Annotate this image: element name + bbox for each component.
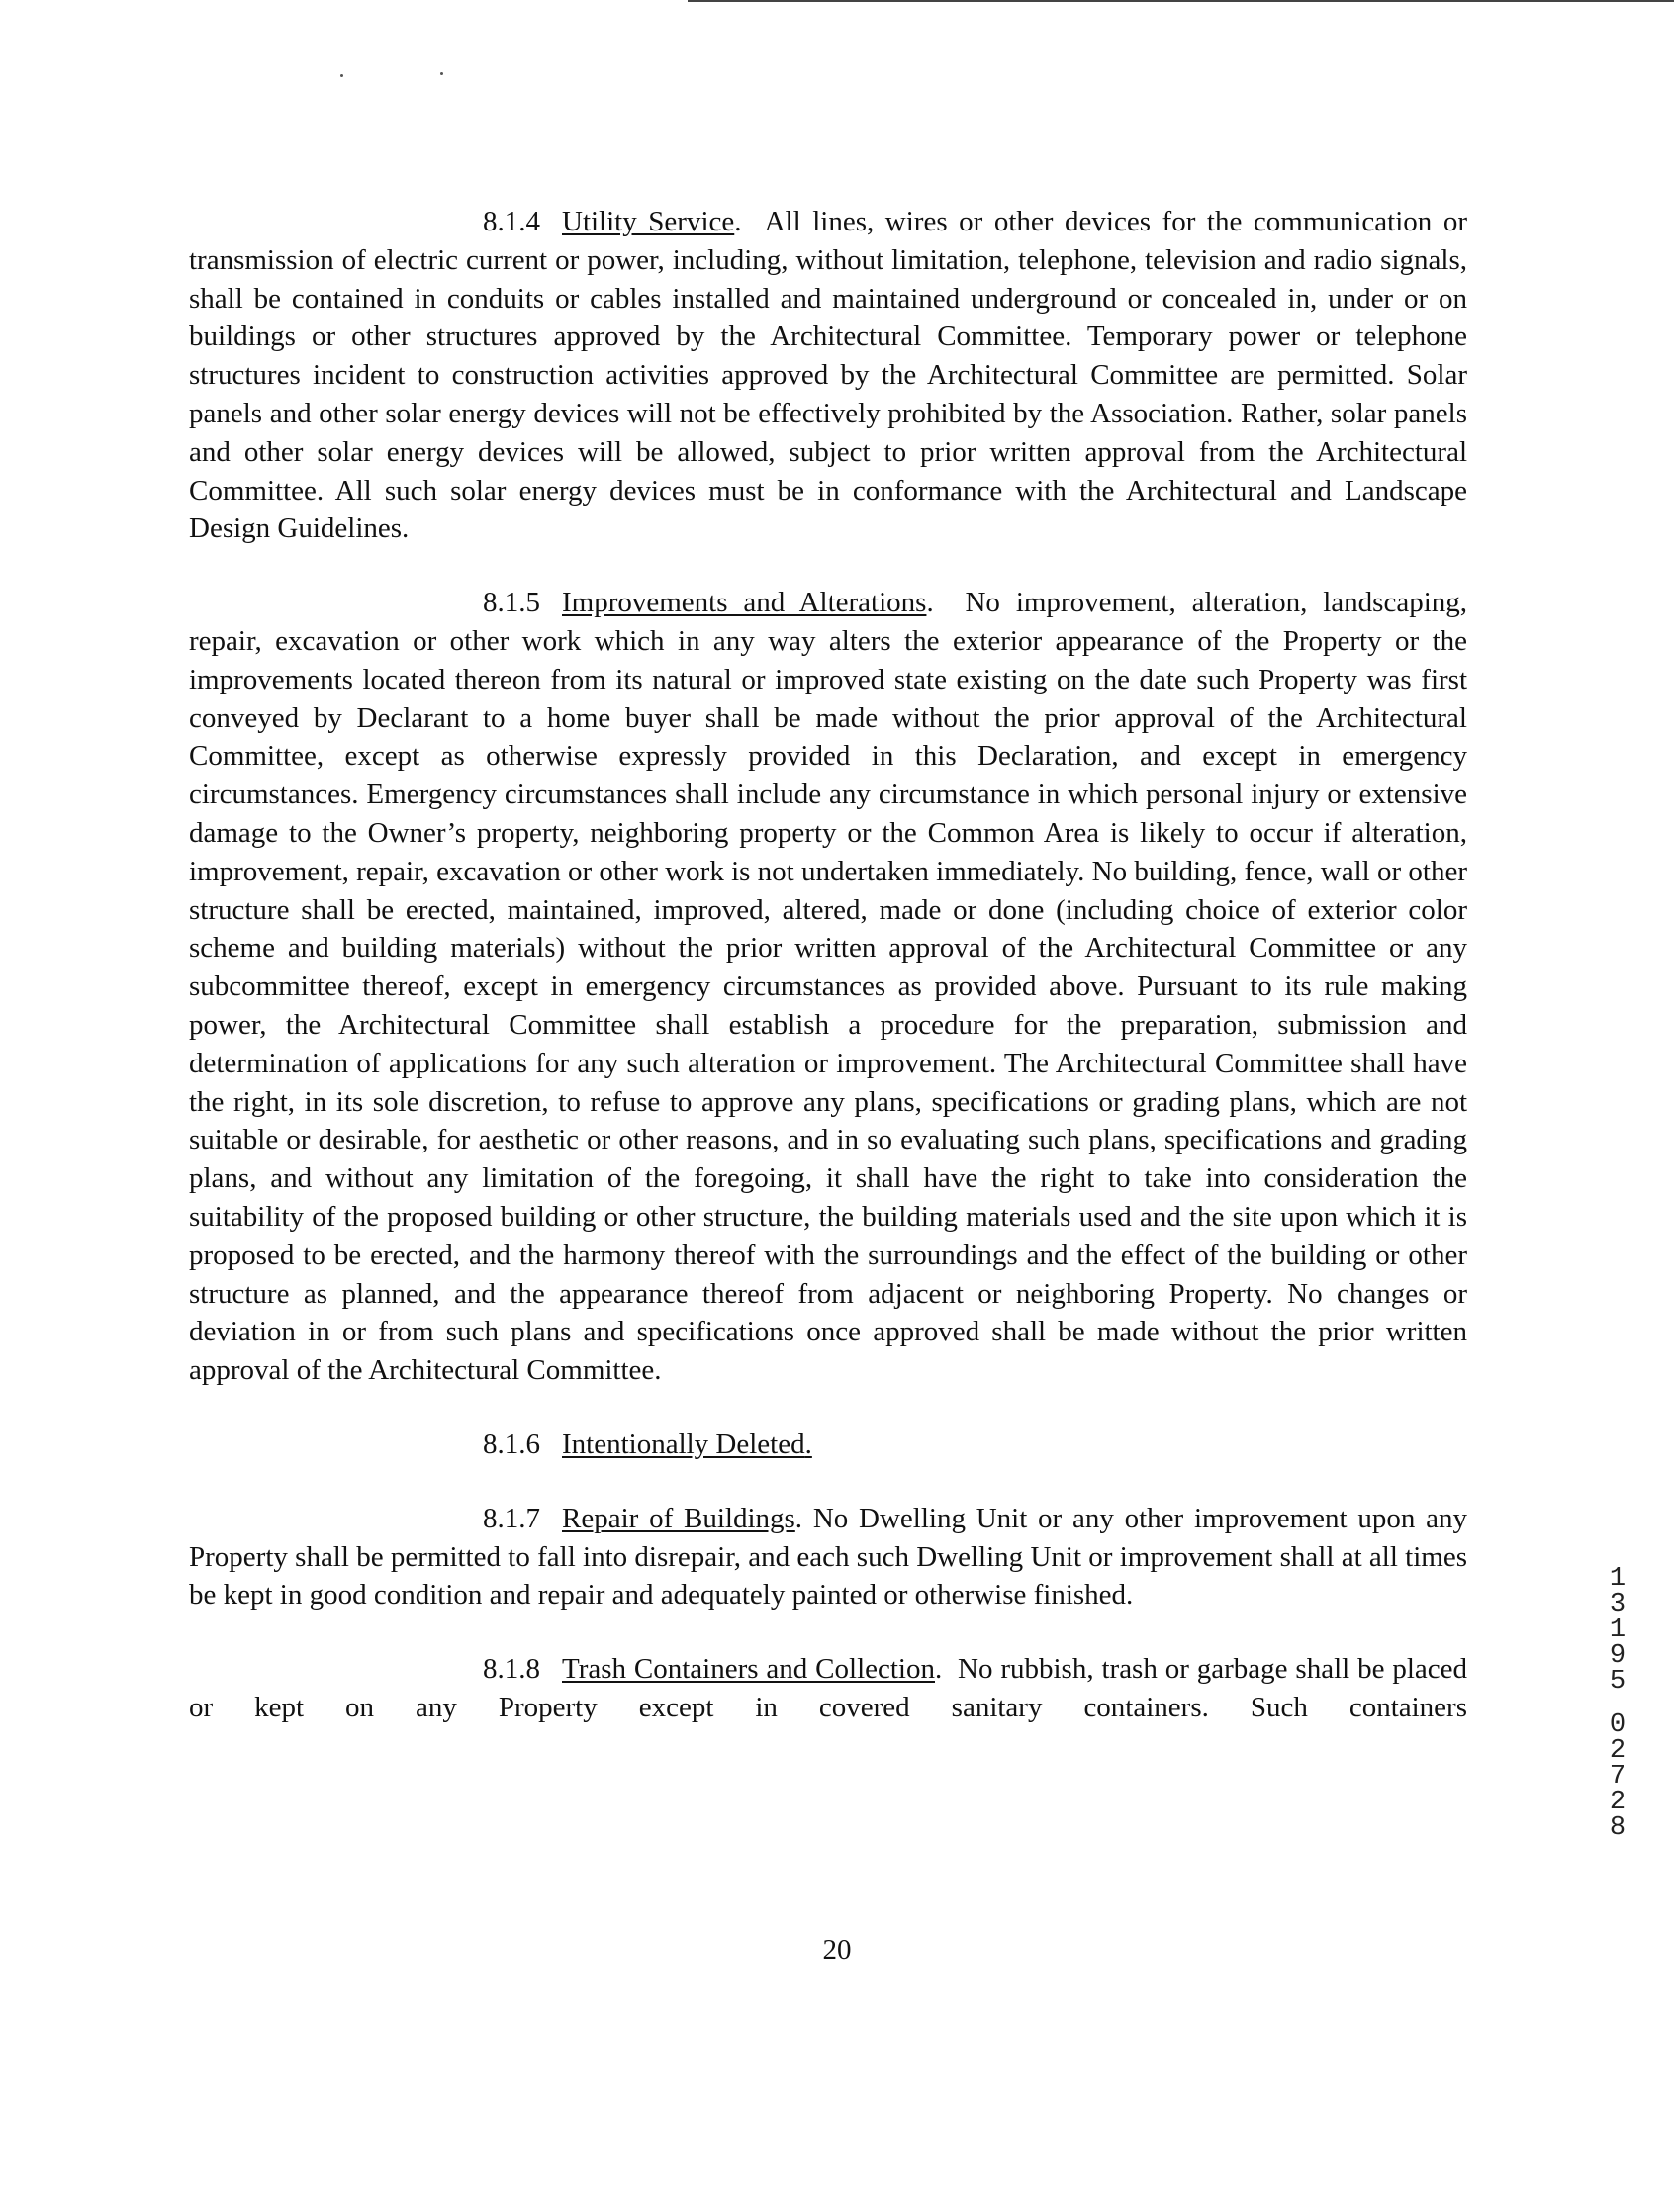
stamp-digit: 3	[1609, 1590, 1627, 1619]
section-heading	[562, 1429, 812, 1460]
section-number: 8.1.8	[483, 1653, 540, 1686]
section-heading: Improvements and Alterations	[562, 587, 927, 619]
stamp-digit: 1	[1609, 1564, 1627, 1594]
stamp-digit: 2	[1609, 1736, 1627, 1766]
document-body	[189, 203, 1467, 1727]
scan-speck	[340, 74, 343, 77]
heading-punctuation: .	[794, 1502, 803, 1534]
section-body: No rubbish, trash or garbage shall be placed or kept on any Property except in covered sanitary containers. Such containers	[189, 1653, 1468, 1723]
section-number: 8.1.7	[483, 1502, 540, 1534]
stamp-digit: 8	[1609, 1813, 1627, 1843]
section-heading: Repair of Buildings	[562, 1502, 795, 1534]
section-number: 8.1.5	[483, 587, 540, 619]
stamp-number-first	[1603, 1566, 1632, 1695]
page-number: 20	[822, 1934, 852, 1966]
section-8-1-4	[189, 203, 1467, 548]
stamp-digit: 5	[1609, 1667, 1627, 1697]
heading-punctuation: .	[935, 1653, 943, 1686]
section-heading-text: Intentionally Deleted	[562, 1428, 805, 1460]
stamp-digit: 9	[1609, 1641, 1627, 1671]
section-number: 8.1.4	[483, 206, 540, 237]
section-number: 8.1.6	[483, 1428, 540, 1460]
scan-edge-line	[688, 0, 1674, 2]
stamp-number-second	[1603, 1712, 1632, 1841]
section-heading: Trash Containers and Collection	[562, 1653, 935, 1686]
stamp-digit: 2	[1609, 1788, 1627, 1817]
stamp-digit: 7	[1609, 1762, 1627, 1792]
heading-punctuation: .	[926, 587, 934, 619]
section-8-1-5	[189, 584, 1467, 1390]
stamp-digit: 1	[1609, 1615, 1627, 1645]
section-body: No improvement, alteration, landscaping, repair, excavation or other work which in any way alters the exterior appearance of the Property or the improvements located thereon from its natural or improved state existing on the date such Property was first conveyed by Declarant to a home buyer shall be made without the prior approval of the Architectural Committee, except as otherwise expressly provided in this Declaration, and except in emergency circumstances. Emergency circumstances shall include any circumstance in which personal injury or extensive damage to the Owner’s property, neighboring property or the Common Area is likely to occur if alteration, improvement, repair, excavation or other work is not undertaken immediately. No building, fence, wall or other structure shall be erected, maintained, improved, altered, made or done (including choice of exterior color scheme and building materials) without the prior written approval of the Architectural Committee or any subcommittee thereof, except in emergency circumstances as provided above. Pursuant to its rule making power, the Architectural Committee shall establish a procedure for the preparation, submission and determination of applications for any such alteration or improvement. The Architectural Committee shall have the right, in its sole discretion, to refuse to approve any plans, specifications or grading plans, which are not suitable or desirable, for aesthetic or other reasons, and in so evaluating such plans, specifications and grading plans, and without any limitation of the foregoing, it shall have the right to take into consideration the suitability of the proposed building or other structure, the building materials used and the site upon which it is proposed to be erected, and the harmony thereof with the surroundings and the effect of the building or other structure as planned, and the appearance thereof from adjacent or neighboring Property. No changes or deviation in or from such plans and specifications once approved shall be made without the prior written approval of the Architectural Committee.	[189, 587, 1467, 1387]
section-body: All lines, wires or other devices for the communication or transmission of electric current or power, including, without limitation, telephone, television and radio signals, shall be contained in conduits or cables installed and maintained underground or concealed in, under or on buildings or other structures approved by the Architectural Committee. Temporary power or telephone structures incident to construction activities approved by the Architectural Committee are permitted. Solar panels and other solar energy devices will not be effectively prohibited by the Association. Rather, solar panels and other solar energy devices will be allowed, subject to prior written approval from the Architectural Committee. All such solar energy devices must be in conformance with the Architectural and Landscape Design Guidelines.	[189, 206, 1467, 545]
section-body: No Dwelling Unit or any other improvement upon any Property shall be permitted to fall into disrepair, and each such Dwelling Unit or improvement shall at all times be kept in good condition and repair and adequately painted or otherwise finished.	[189, 1502, 1468, 1612]
section-8-1-8	[189, 1650, 1467, 1727]
stamp-digit: 0	[1609, 1710, 1627, 1740]
heading-punctuation: .	[734, 206, 742, 237]
scan-speck	[440, 72, 443, 75]
recording-stamp	[1603, 1566, 1632, 1841]
section-heading: Utility Service	[562, 206, 735, 237]
section-8-1-7	[189, 1500, 1467, 1614]
section-8-1-6	[189, 1426, 1467, 1464]
heading-punctuation: .	[804, 1428, 812, 1460]
